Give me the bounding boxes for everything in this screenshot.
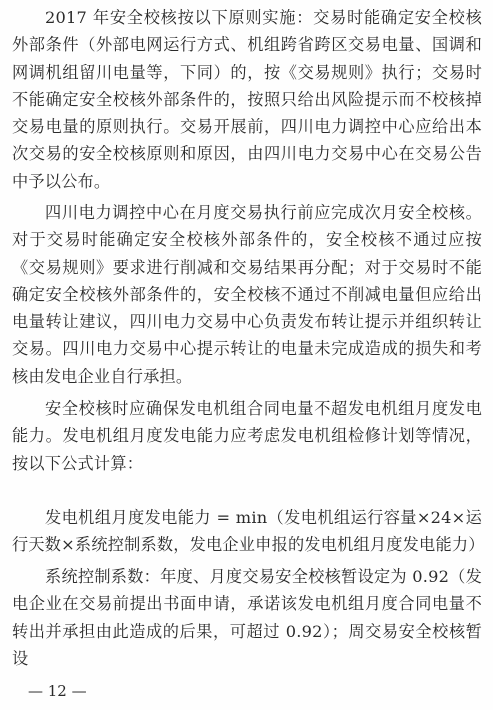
formula-paragraph: 发电机组月度发电能力 = min（发电机组运行容量×24×运行天数×系统控制系数，发电企业申报的发电机组月度发电能力） (12, 508, 485, 555)
paragraph-5: 系统控制系数：年度、月度交易安全校核暂设定为 0.92（发电企业在交易前提出书面申请，承诺该发电机组月度合同电量不转出并承担由此造成的后果，可超过 0.92）；周交易安全校核暂设 (12, 567, 482, 668)
paragraph-3: 安全校核时应确保发电机组合同电量不超发电机组月度发电能力。发电机组月度发电能力应考虑发电机组检修计划等情况，按以下公式计算： (12, 399, 482, 473)
page-number: — 12 — (28, 682, 87, 700)
paragraph-2: 四川电力调控中心在月度交易执行前应完成次月安全校核。对于交易时能确定安全校核外部条件的，安全校核不通过应按《交易规则》要求进行削减和交易结果再分配；对于交易时不能确定安全校核外部条件的，安全校核不通过不削减电量但应给出电量转让建议，四川电力交易中心负责发布转让提示并组织转让交易。四川电力交易中心提示转让的电量未完成造成的损失和考核由发电企业自行承担。 (12, 203, 482, 386)
paragraph-1: 2017 年安全校核按以下原则实施：交易时能确定安全校核外部条件（外部电网运行方式、机组跨省跨区交易电量、国调和网调机组留川电量等，下同）的，按《交易规则》执行；交易时不能确定安全校核外部条件的，按照只给出风险提示而不校核掉交易电量的原则执行。交易开展前，四川电力调控中心应给出本次交易的安全校核原则和原因，由四川电力交易中心在交易公告中予以公布。 (12, 8, 482, 191)
